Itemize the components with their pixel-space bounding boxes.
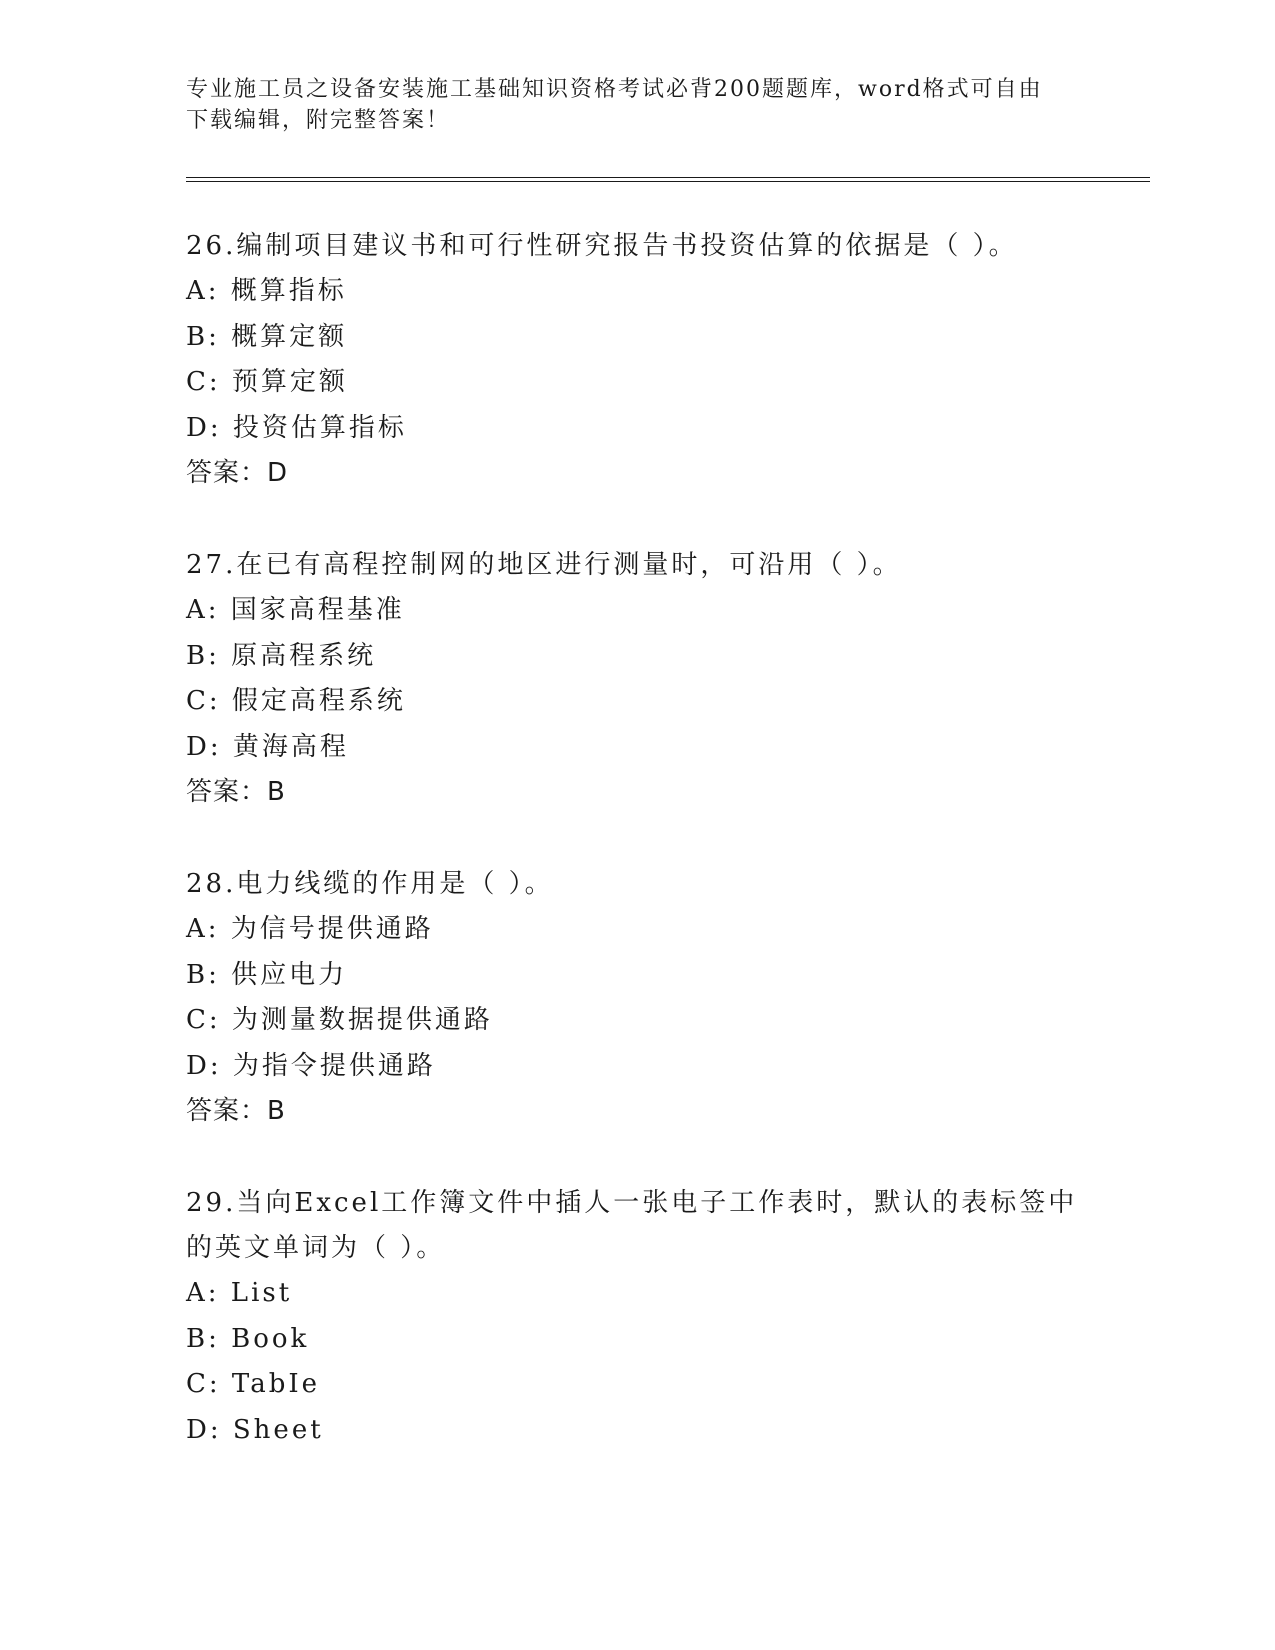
option-a: A: 为信号提供通路 bbox=[186, 914, 434, 944]
option-d: D: 投资估算指标 bbox=[186, 412, 407, 443]
question-stem: 26.编制项目建议书和可行性研究报告书投资估算的依据是（ ）。 bbox=[186, 231, 1018, 261]
header-line-2: 下载编辑，附完整答案！ bbox=[186, 108, 451, 133]
question-stem: 28.电力线缆的作用是（ ）。 bbox=[186, 869, 554, 899]
option-c: C: 为测量数据提供通路 bbox=[186, 1005, 493, 1035]
answer: 答案：D bbox=[186, 458, 289, 488]
option-a: A: 国家高程基准 bbox=[186, 595, 405, 625]
option-b: B: 概算定额 bbox=[186, 321, 348, 352]
option-b: B: 供应电力 bbox=[186, 959, 348, 990]
option-d: D: Sheet bbox=[186, 1414, 324, 1445]
option-d: D: 为指令提供通路 bbox=[186, 1050, 436, 1081]
question-27 bbox=[186, 543, 1086, 816]
header-double-rule bbox=[186, 177, 1150, 182]
option-b: B: 原高程系统 bbox=[186, 640, 377, 671]
answer: 答案：B bbox=[186, 1096, 286, 1126]
question-stem-line-2: 的英文单词为（ ）。 bbox=[186, 1233, 446, 1263]
question-stem: 27.在已有高程控制网的地区进行测量时，可沿用（ ）。 bbox=[186, 550, 902, 580]
question-28 bbox=[186, 862, 1086, 1135]
question-stem-line-1: 29.当向Excel工作簿文件中插人一张电子工作表时，默认的表标签中 bbox=[186, 1188, 1078, 1218]
document-header bbox=[186, 74, 1066, 136]
option-a: A: 概算指标 bbox=[186, 276, 347, 306]
option-c: C: 假定高程系统 bbox=[186, 686, 406, 716]
header-line-1: 专业施工员之设备安装施工基础知识资格考试必背200题题库，word格式可自由 bbox=[186, 77, 1043, 102]
option-d: D: 黄海高程 bbox=[186, 731, 349, 762]
answer: 答案：B bbox=[186, 777, 286, 807]
option-c: C: TabIe bbox=[186, 1369, 321, 1399]
question-29 bbox=[186, 1181, 1086, 1453]
option-c: C: 预算定额 bbox=[186, 367, 348, 397]
option-b: B: Book bbox=[186, 1323, 310, 1354]
option-a: A: List bbox=[186, 1278, 293, 1308]
question-26 bbox=[186, 224, 1086, 497]
